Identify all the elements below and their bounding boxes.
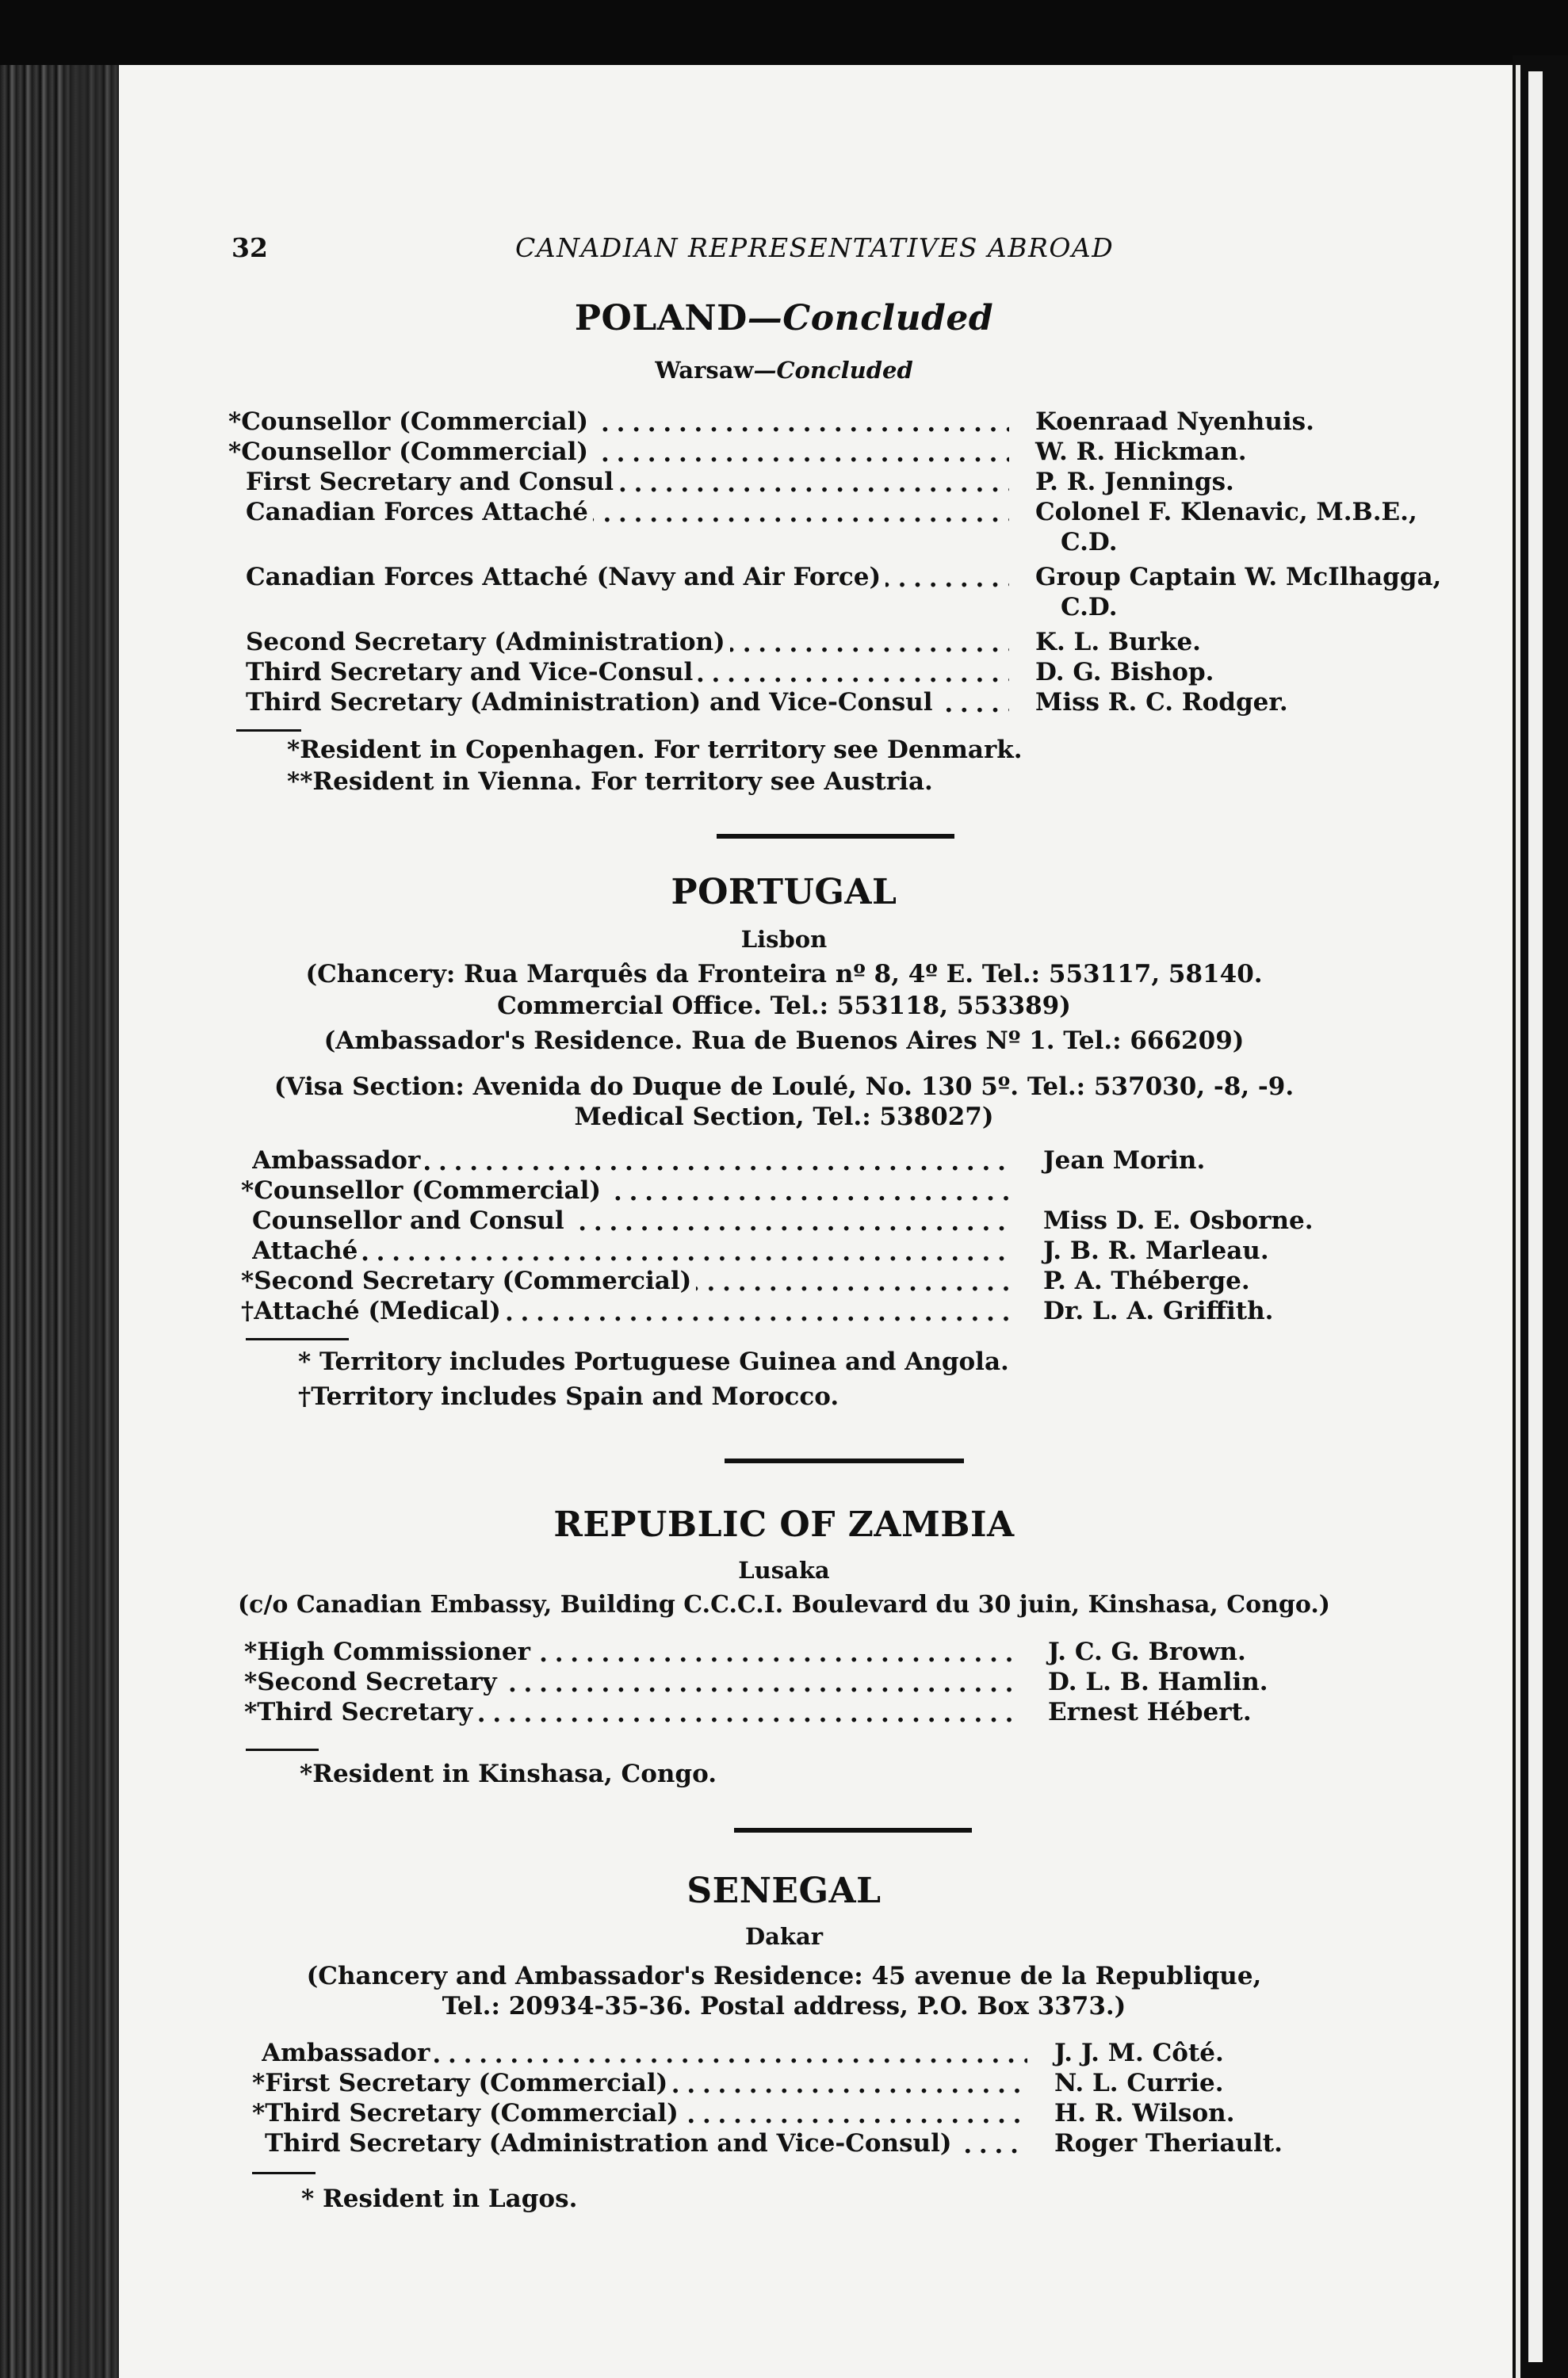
staff-title: Third Secretary (Administration and Vice-Consul) bbox=[265, 2129, 957, 2158]
section-divider bbox=[717, 834, 954, 839]
staff-name: P. R. Jennings. bbox=[1035, 468, 1234, 496]
staff-name: Dr. L. A. Griffith. bbox=[1043, 1297, 1274, 1325]
warsaw-city-suffix: —Concluded bbox=[753, 357, 913, 384]
staff-title: *Second Secretary bbox=[244, 1668, 502, 1696]
footnote: *Resident in Kinshasa, Congo. bbox=[300, 1760, 717, 1788]
staff-name: H. R. Wilson. bbox=[1054, 2099, 1235, 2128]
staff-name: W. R. Hickman. bbox=[1035, 438, 1247, 466]
address-line: Tel.: 20934-35-36. Postal address, P.O. Box 3373.) bbox=[442, 1992, 1126, 2021]
staff-name: J. J. M. Côté. bbox=[1054, 2039, 1224, 2067]
staff-title: Attaché bbox=[252, 1237, 362, 1265]
staff-name: Miss R. C. Rodger. bbox=[1035, 688, 1288, 717]
staff-title: Ambassador bbox=[252, 1146, 425, 1175]
staff-name: D. L. B. Hamlin. bbox=[1048, 1668, 1268, 1696]
warsaw-heading bbox=[0, 357, 1568, 384]
staff-title: *Third Secretary bbox=[244, 1698, 477, 1726]
footnote: *Resident in Copenhagen. For territory see Denmark. bbox=[287, 736, 1023, 764]
scan-page-edge bbox=[1516, 65, 1520, 2378]
dakar-heading: Dakar bbox=[744, 1923, 824, 1950]
staff-name: N. L. Currie. bbox=[1054, 2069, 1224, 2097]
address-line: (Visa Section: Avenida do Duque de Loulé, No. 130 5º. Tel.: 537030, -8, -9. bbox=[273, 1072, 1295, 1101]
footnote-rule bbox=[246, 1749, 319, 1751]
footnote: †Territory includes Spain and Morocco. bbox=[298, 1382, 839, 1411]
staff-title: *Third Secretary (Commercial) bbox=[252, 2099, 683, 2128]
staff-name: Miss D. E. Osborne. bbox=[1043, 1206, 1314, 1235]
staff-name: Roger Theriault. bbox=[1054, 2129, 1283, 2158]
address-line: Medical Section, Tel.: 538027) bbox=[574, 1103, 994, 1131]
poland-country: POLAND bbox=[574, 298, 748, 338]
address-line: (c/o Canadian Embassy, Building C.C.C.I. Boulevard du 30 juin, Kinshasa, Congo.) bbox=[237, 1591, 1330, 1619]
staff-title: Third Secretary (Administration) and Vice-Consul bbox=[246, 688, 938, 717]
staff-title: First Secretary and Consul bbox=[246, 468, 618, 496]
footnote-rule bbox=[252, 2172, 316, 2174]
address-line: (Ambassador's Residence. Rua de Buenos Aires Nº 1. Tel.: 666209) bbox=[323, 1027, 1245, 1055]
footnote-rule bbox=[236, 729, 301, 732]
running-title: CANADIAN REPRESENTATIVES ABROAD bbox=[515, 232, 1115, 263]
staff-name-continued: C.D. bbox=[1061, 528, 1118, 556]
staff-name-continued: C.D. bbox=[1061, 593, 1118, 621]
staff-title: Second Secretary (Administration) bbox=[246, 628, 730, 656]
address-line: Commercial Office. Tel.: 553118, 553389) bbox=[497, 992, 1071, 1020]
zambia-heading: REPUBLIC OF ZAMBIA bbox=[553, 1504, 1015, 1545]
lusaka-heading: Lusaka bbox=[738, 1557, 830, 1584]
staff-title: Canadian Forces Attaché bbox=[246, 498, 593, 526]
staff-title: Canadian Forces Attaché (Navy and Air Force) bbox=[246, 563, 885, 591]
page-number: 32 bbox=[231, 232, 268, 263]
staff-title: Ambassador bbox=[262, 2039, 434, 2067]
portugal-heading: PORTUGAL bbox=[671, 872, 897, 912]
lisbon-heading: Lisbon bbox=[740, 926, 828, 953]
staff-name: Koenraad Nyenhuis. bbox=[1035, 407, 1314, 436]
staff-title: †Attaché (Medical) bbox=[241, 1297, 506, 1325]
staff-title: *High Commissioner bbox=[244, 1638, 535, 1666]
section-divider bbox=[734, 1828, 972, 1833]
staff-title: *Counsellor (Commercial) bbox=[228, 407, 593, 436]
senegal-heading: SENEGAL bbox=[686, 1871, 882, 1911]
poland-heading bbox=[0, 298, 1568, 338]
address-line: (Chancery and Ambassador's Residence: 45 avenue de la Republique, bbox=[306, 1962, 1262, 1990]
staff-name: Colonel F. Klenavic, M.B.E., bbox=[1035, 498, 1417, 526]
staff-name: D. G. Bishop. bbox=[1035, 658, 1214, 686]
footnote-rule bbox=[246, 1338, 349, 1340]
warsaw-city: Warsaw bbox=[655, 357, 754, 384]
footnote: * Territory includes Portuguese Guinea and Angola. bbox=[298, 1348, 1009, 1376]
footnote: **Resident in Vienna. For territory see Austria. bbox=[287, 767, 933, 796]
staff-name: J. C. G. Brown. bbox=[1048, 1638, 1246, 1666]
staff-title: *Second Secretary (Commercial) bbox=[241, 1267, 696, 1295]
staff-name: Group Captain W. McIlhagga, bbox=[1035, 563, 1442, 591]
staff-title: *Counsellor (Commercial) bbox=[241, 1176, 606, 1205]
scan-spine-shadow bbox=[71, 65, 119, 2378]
staff-title: Counsellor and Consul bbox=[252, 1206, 569, 1235]
staff-name: Ernest Hébert. bbox=[1048, 1698, 1252, 1726]
staff-name: K. L. Burke. bbox=[1035, 628, 1201, 656]
staff-name: Jean Morin. bbox=[1043, 1146, 1206, 1175]
footnote: * Resident in Lagos. bbox=[301, 2185, 578, 2213]
staff-title: *Counsellor (Commercial) bbox=[228, 438, 593, 466]
address-line: (Chancery: Rua Marquês da Fronteira nº 8, 4º E. Tel.: 553117, 58140. bbox=[305, 960, 1263, 988]
scan-top-border bbox=[0, 0, 1568, 65]
poland-country-suffix: —Concluded bbox=[747, 298, 994, 338]
staff-name: J. B. R. Marleau. bbox=[1043, 1237, 1269, 1265]
staff-title: *First Secretary (Commercial) bbox=[252, 2069, 672, 2097]
staff-name: P. A. Théberge. bbox=[1043, 1267, 1250, 1295]
staff-title: Third Secretary and Vice-Consul bbox=[246, 658, 698, 686]
section-divider bbox=[725, 1459, 964, 1463]
